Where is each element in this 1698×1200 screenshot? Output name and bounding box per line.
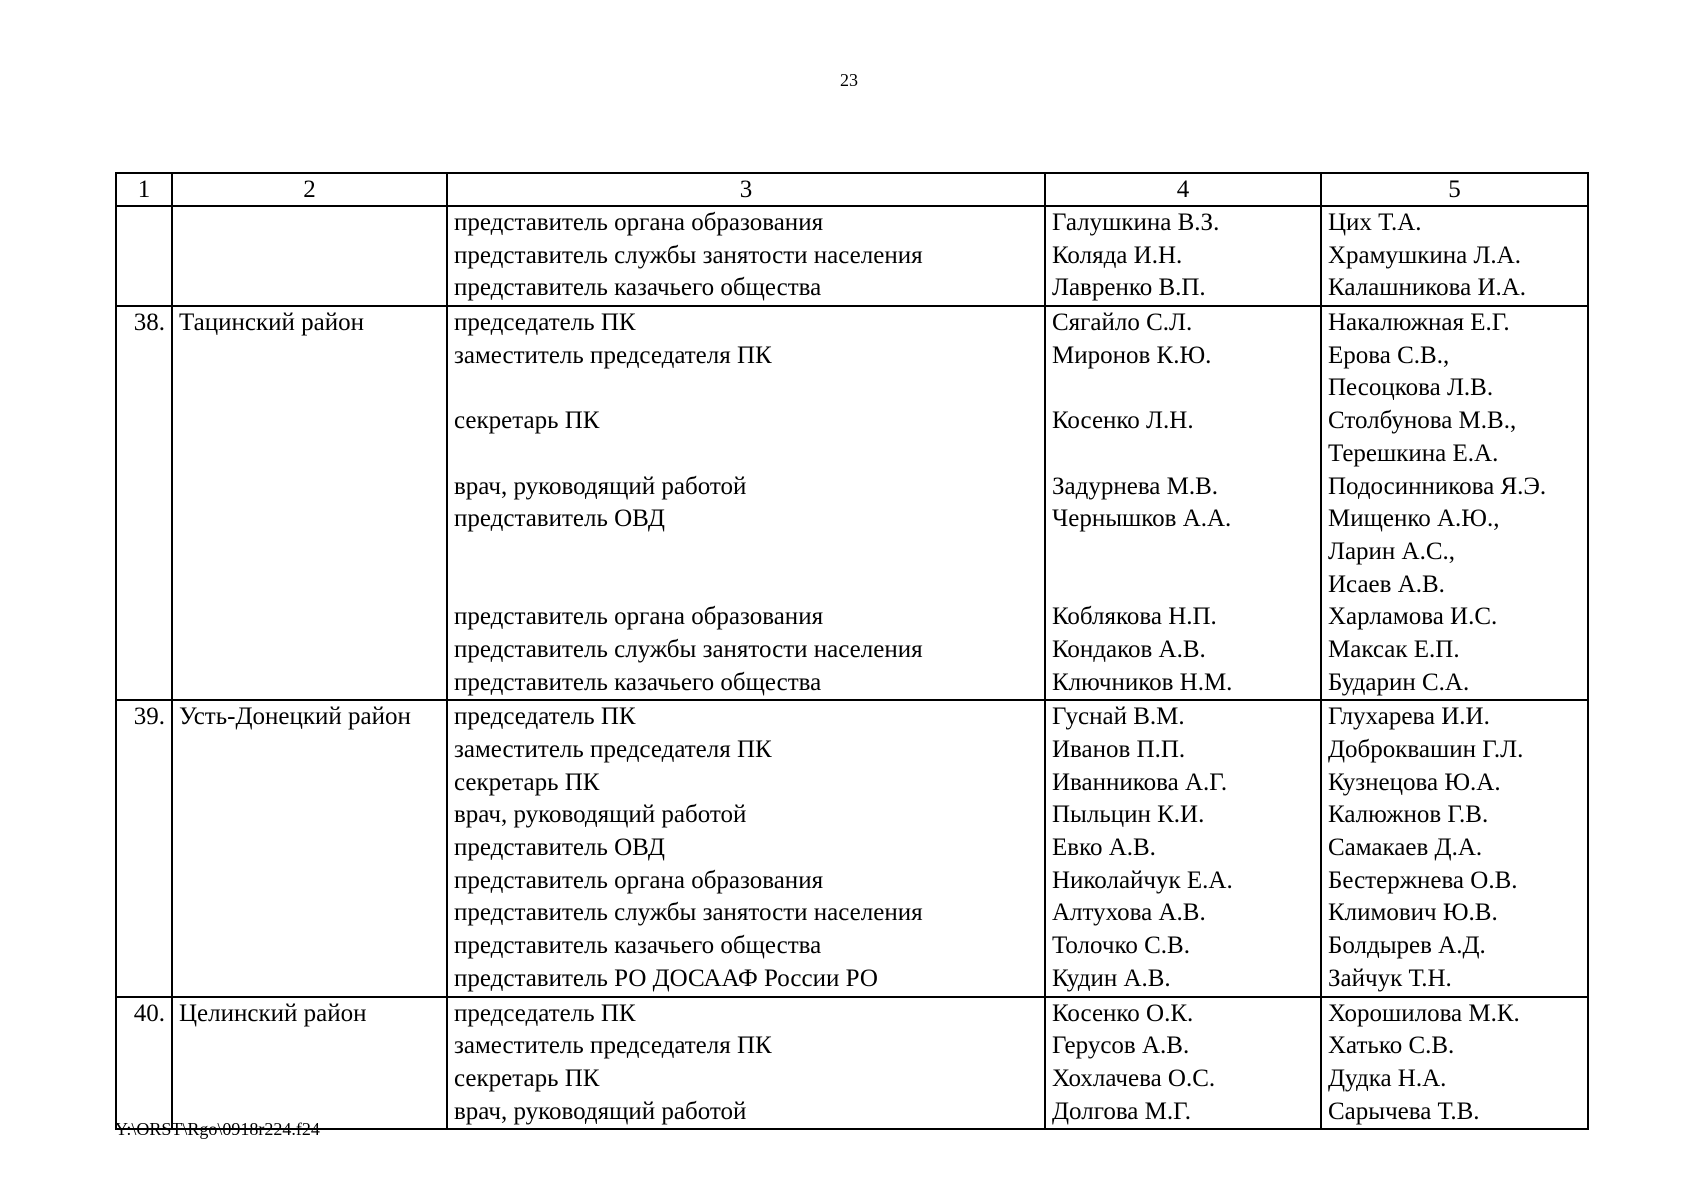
members-cell <box>1045 997 1321 1130</box>
reserve-name: Харламова И.С. <box>1328 603 1498 631</box>
member-name: Хохлачева О.С. <box>1052 1064 1216 1092</box>
member-name: Алтухова А.В. <box>1052 899 1206 927</box>
role-line: секретарь ПК <box>454 407 600 435</box>
reserve-name: Мищенко А.Ю., <box>1328 505 1500 533</box>
role-line: представитель РО ДОСААФ России РО <box>454 964 878 992</box>
header-col-4: 4 <box>1045 173 1321 206</box>
role-line: представитель органа образования <box>454 866 824 894</box>
roles-cell <box>447 206 1045 306</box>
member-name: Косенко О.К. <box>1052 999 1194 1027</box>
district-cell <box>172 206 447 306</box>
member-name: Коляда И.Н. <box>1052 241 1183 269</box>
reserve-name: Хорошилова М.К. <box>1328 999 1520 1027</box>
member-name: Чернышков А.А. <box>1052 505 1232 533</box>
reserve-name: Сарычева Т.В. <box>1328 1097 1480 1125</box>
member-name <box>1052 372 1314 405</box>
reserve-name: Храмушкина Л.А. <box>1328 241 1521 269</box>
member-name: Косенко Л.Н. <box>1052 407 1194 435</box>
table-row <box>116 700 1588 996</box>
role-line: заместитель председателя ПК <box>454 1032 772 1060</box>
role-line: представитель службы занятости населения <box>454 899 923 927</box>
member-name: Кондаков А.В. <box>1052 635 1206 663</box>
reserve-name: Климович Ю.В. <box>1328 899 1498 927</box>
header-col-2: 2 <box>172 173 447 206</box>
header-col-5: 5 <box>1321 173 1588 206</box>
role-line: представитель ОВД <box>454 505 665 533</box>
district-cell <box>172 700 447 996</box>
role-line: заместитель председателя ПК <box>454 341 772 369</box>
row-number-cell <box>116 206 172 306</box>
role-line: председатель ПК <box>454 703 636 731</box>
roles-cell <box>447 997 1045 1130</box>
members-cell <box>1045 306 1321 700</box>
reserve-name: Доброквашин Г.Л. <box>1328 736 1524 763</box>
header-col-1: 1 <box>116 173 172 206</box>
header-col-3: 3 <box>447 173 1045 206</box>
district-name: Целинский район <box>179 999 367 1027</box>
member-name: Гуснай В.М. <box>1052 703 1185 731</box>
member-name: Николайчук Е.А. <box>1052 866 1233 894</box>
table-header <box>116 173 1588 206</box>
member-name: Сягайло С.Л. <box>1052 309 1193 337</box>
member-name: Галушкина В.З. <box>1052 209 1220 236</box>
reserve-name: Калашникова И.А. <box>1328 274 1527 302</box>
reserve-name: Глухарева И.И. <box>1328 703 1490 731</box>
commission-table <box>115 172 1589 1130</box>
reserve-name: Исаев А.В. <box>1328 570 1445 598</box>
member-name: Иванникова А.Г. <box>1052 768 1228 796</box>
role-line <box>454 372 1038 405</box>
page-number: 23 <box>840 70 858 90</box>
row-number: 39. <box>133 703 165 731</box>
reserve-name: Болдырев А.Д. <box>1328 932 1486 960</box>
reserve-name: Самакаев Д.А. <box>1328 834 1483 862</box>
role-line: представитель ОВД <box>454 834 665 862</box>
reserves-cell <box>1321 997 1588 1130</box>
member-name: Задурнева М.В. <box>1052 472 1219 500</box>
role-line <box>454 438 1038 471</box>
reserve-name: Хатько С.В. <box>1328 1032 1455 1060</box>
reserve-name: Столбунова М.В., <box>1328 407 1517 435</box>
reserve-name: Дудка Н.А. <box>1328 1064 1447 1092</box>
reserve-name: Терешкина Е.А. <box>1328 439 1499 467</box>
reserve-name: Песоцкова Л.В. <box>1328 374 1494 402</box>
district-name: Тацинский район <box>179 309 364 337</box>
reserve-name: Кузнецова Ю.А. <box>1328 768 1501 796</box>
role-line: представитель казачьего общества <box>454 668 822 696</box>
reserve-name: Подосинникова Я.Э. <box>1328 472 1547 500</box>
member-name: Коблякова Н.П. <box>1052 603 1217 631</box>
reserve-name: Ларин А.С., <box>1328 537 1456 565</box>
reserve-name: Зайчук Т.Н. <box>1328 964 1452 992</box>
role-line: представитель органа образования <box>454 209 824 236</box>
member-name: Лавренко В.П. <box>1052 274 1206 302</box>
row-number-cell <box>116 306 172 700</box>
reserve-name: Накалюжная Е.Г. <box>1328 309 1510 337</box>
row-number: 40. <box>133 999 165 1027</box>
role-line: представитель казачьего общества <box>454 274 822 302</box>
district-cell <box>172 997 447 1130</box>
row-number-cell <box>116 700 172 996</box>
district-name: Усть-Донецкий район <box>179 703 411 731</box>
role-line: секретарь ПК <box>454 768 600 796</box>
reserve-name: Калюжнов Г.В. <box>1328 801 1489 829</box>
role-line: председатель ПК <box>454 999 636 1027</box>
member-name: Миронов К.Ю. <box>1052 341 1212 369</box>
member-name <box>1052 536 1314 569</box>
role-line: представитель органа образования <box>454 603 824 631</box>
member-name: Евко А.В. <box>1052 834 1156 862</box>
table-body <box>116 206 1588 1129</box>
file-path-footer: Y:\ORST\Rgo\0918r224.f24 <box>115 1119 320 1139</box>
member-name: Кудин А.В. <box>1052 964 1171 992</box>
role-line: врач, руководящий работой <box>454 472 747 500</box>
reserve-name: Бестержнева О.В. <box>1328 866 1518 894</box>
row-number-cell <box>116 997 172 1130</box>
member-name: Иванов П.П. <box>1052 736 1186 763</box>
header-row <box>116 173 1588 206</box>
member-name <box>1052 569 1314 602</box>
table-row <box>116 206 1588 306</box>
role-line: представитель службы занятости населения <box>454 241 923 269</box>
member-name: Герусов А.В. <box>1052 1032 1190 1060</box>
member-name: Пыльцин К.И. <box>1052 801 1205 829</box>
members-cell <box>1045 700 1321 996</box>
role-line <box>454 569 1038 602</box>
reserves-cell <box>1321 700 1588 996</box>
roles-cell <box>447 700 1045 996</box>
role-line: врач, руководящий работой <box>454 1097 747 1125</box>
table-row <box>116 306 1588 700</box>
member-name <box>1052 438 1314 471</box>
reserves-cell <box>1321 306 1588 700</box>
table-row <box>116 997 1588 1130</box>
reserve-name: Максак Е.П. <box>1328 635 1460 663</box>
row-number: 38. <box>133 309 165 337</box>
role-line: заместитель председателя ПК <box>454 736 772 763</box>
role-line: врач, руководящий работой <box>454 801 747 829</box>
reserve-name: Цих Т.А. <box>1328 209 1422 236</box>
member-name: Ключников Н.М. <box>1052 668 1233 696</box>
roles-cell <box>447 306 1045 700</box>
members-cell <box>1045 206 1321 306</box>
district-cell <box>172 306 447 700</box>
role-line: секретарь ПК <box>454 1064 600 1092</box>
reserve-name: Ерова С.В., <box>1328 341 1450 369</box>
member-name: Толочко С.В. <box>1052 932 1190 960</box>
reserve-name: Бударин С.А. <box>1328 668 1470 696</box>
member-name: Долгова М.Г. <box>1052 1097 1192 1125</box>
role-line: представитель службы занятости населения <box>454 635 923 663</box>
role-line: председатель ПК <box>454 309 636 337</box>
reserves-cell <box>1321 206 1588 306</box>
role-line: представитель казачьего общества <box>454 932 822 960</box>
role-line <box>454 536 1038 569</box>
